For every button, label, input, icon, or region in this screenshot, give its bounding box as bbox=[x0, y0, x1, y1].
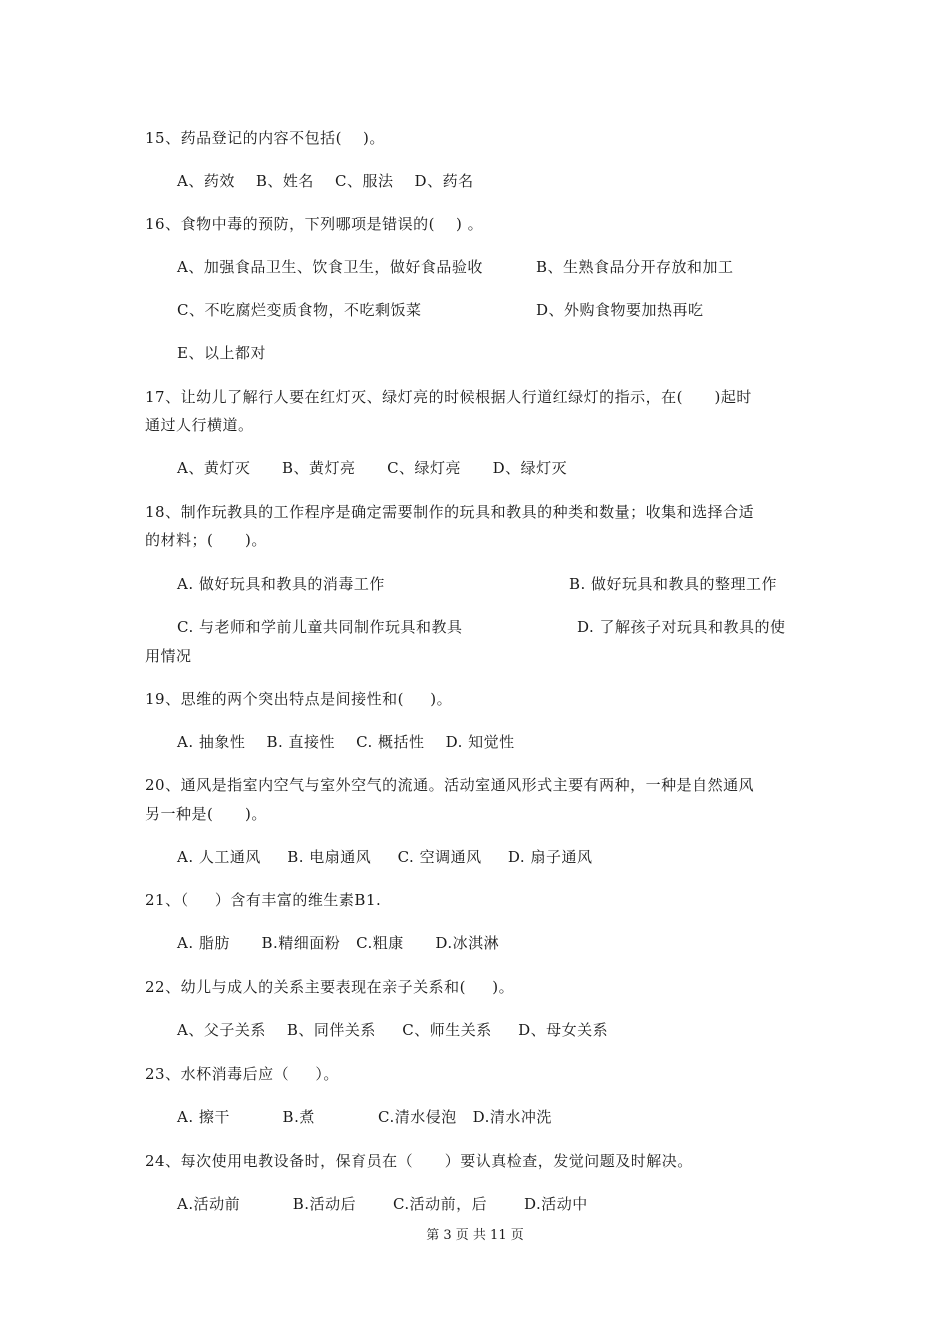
question-options: A. 脂肪 B.精细面粉 C.粗康 D.冰淇淋 bbox=[177, 934, 500, 952]
question-stem: 22、幼儿与成人的关系主要表现在亲子关系和( )。 bbox=[145, 978, 515, 996]
option-b: B、生熟食品分开存放和加工 bbox=[536, 258, 734, 276]
question-stem: 17、让幼儿了解行人要在红灯灭、绿灯亮的时候根据人行道红绿灯的指示，在( )起时 bbox=[145, 388, 752, 406]
question-stem: 20、通风是指室内空气与室外空气的流通。活动室通风形式主要有两种，一种是自然通风 bbox=[145, 776, 755, 794]
option-c: C. 与老师和学前儿童共同制作玩具和教具 bbox=[177, 618, 463, 636]
option-a: A. 做好玩具和教具的消毒工作 bbox=[177, 575, 385, 593]
question-stem-continued: 的材料；( )。 bbox=[145, 531, 267, 549]
question-options: A、药效 B、姓名 C、服法 D、药名 bbox=[177, 172, 474, 190]
question-stem: 23、水杯消毒后应（ ）。 bbox=[145, 1065, 339, 1083]
question-options: A. 抽象性 B. 直接性 C. 概括性 D. 知觉性 bbox=[177, 733, 515, 751]
question-stem: 24、每次使用电教设备时，保育员在（ ）要认真检查，发觉问题及时解决。 bbox=[145, 1152, 693, 1170]
option-e: E、以上都对 bbox=[177, 344, 266, 362]
question-stem-continued: 另一种是( )。 bbox=[145, 805, 267, 823]
option-d: D、外购食物要加热再吃 bbox=[536, 301, 704, 319]
option-a: A、加强食品卫生、饮食卫生，做好食品验收 bbox=[177, 258, 483, 276]
question-stem: 18、制作玩教具的工作程序是确定需要制作的玩具和教具的种类和数量；收集和选择合适 bbox=[145, 503, 755, 521]
question-stem: 19、思维的两个突出特点是间接性和( )。 bbox=[145, 690, 453, 708]
option-c: C、不吃腐烂变质食物，不吃剩饭菜 bbox=[177, 301, 422, 319]
question-options: A. 人工通风 B. 电扇通风 C. 空调通风 D. 扇子通风 bbox=[177, 848, 593, 866]
option-d-continued: 用情况 bbox=[145, 647, 192, 665]
question-stem-continued: 通过人行横道。 bbox=[145, 416, 254, 434]
question-options: A. 擦干 B.煮 C.清水侵泡 D.清水冲洗 bbox=[177, 1108, 552, 1126]
question-stem: 16、食物中毒的预防，下列哪项是错误的( ) 。 bbox=[145, 215, 484, 233]
question-options: A、黄灯灭 B、黄灯亮 C、绿灯亮 D、绿灯灭 bbox=[177, 459, 568, 477]
option-d: D. 了解孩子对玩具和教具的使 bbox=[577, 618, 786, 636]
option-b: B. 做好玩具和教具的整理工作 bbox=[569, 575, 778, 593]
page-number: 第 3 页 共 11 页 bbox=[426, 1228, 524, 1243]
question-stem: 21、（ ）含有丰富的维生素B1. bbox=[145, 891, 382, 909]
question-options: A.活动前 B.活动后 C.活动前，后 D.活动中 bbox=[177, 1195, 588, 1213]
question-options: A、父子关系 B、同伴关系 C、师生关系 D、母女关系 bbox=[177, 1021, 609, 1039]
question-stem: 15、药品登记的内容不包括( )。 bbox=[145, 129, 385, 147]
